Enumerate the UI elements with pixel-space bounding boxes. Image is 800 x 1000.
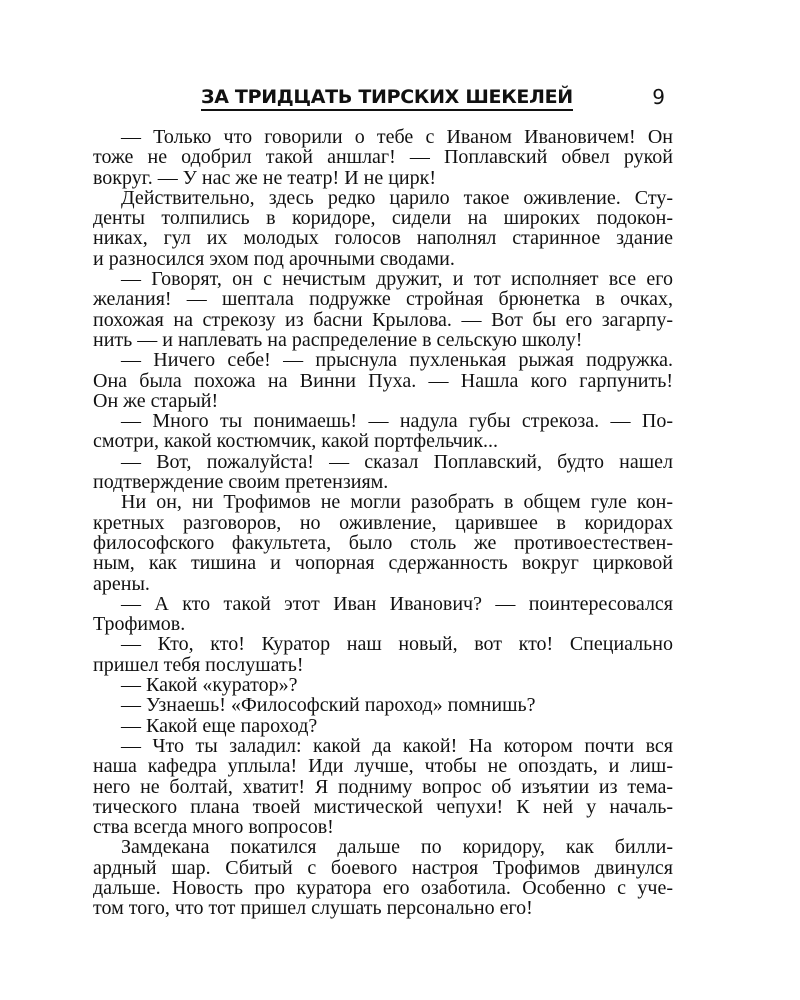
text-line: — Что ты заладил: какой да какой! На котором почти вся (121, 734, 673, 757)
text-line: наша кафедра уплыла! Иди лучше, чтобы не опоздать, и лиш- (93, 755, 673, 778)
text-line: тоже не одобрил такой аншлаг! — Поплавский обвел рукой (93, 146, 673, 169)
text-line: — Только что говорили о тебе с Иваном Ивановичем! Он (121, 126, 673, 148)
text-line: арены. (93, 572, 150, 595)
text-line: вокруг. — У нас же не театр! И не цирк! (93, 166, 437, 189)
text-line: ства всегда много вопросов! (93, 816, 334, 839)
text-line: пришел тебя послушать! (93, 653, 304, 676)
text-line: — Узнаешь! «Философский пароход» помнишь? (121, 694, 536, 717)
text-line: — Вот, пожалуйста! — сказал Поплавский, будто нашел (121, 450, 673, 473)
text-line: Действительно, здесь редко царило такое оживление. Сту- (121, 186, 673, 209)
text-line: — Ничего себе! — прыснула пухленькая рыжая подружка. (121, 349, 673, 372)
body-text (93, 127, 673, 919)
text-line: Она была похожа на Винни Пуха. — Нашла кого гарпунить! (93, 369, 673, 392)
text-line: дальше. Новость про куратора его озаботила. Особенно с уче- (93, 876, 673, 899)
text-line: никах, гул их молодых голосов наполнял старинное здание (93, 227, 673, 250)
running-title: ЗА ТРИДЦАТЬ ТИРСКИХ ШЕКЕЛЕЙ (201, 86, 573, 111)
text-line: нить — и наплевать на распределение в сельскую школу! (93, 328, 583, 351)
text-line: ардный шар. Сбитый с боевого настроя Трофимов двинулся (93, 856, 673, 879)
text-line: Трофимов. (93, 613, 186, 636)
text-line: денты толпились в коридоре, сидели на широких подокон- (93, 207, 673, 230)
text-line: Замдекана покатился дальше по коридору, как билли- (121, 836, 673, 859)
text-line: тического плана твоей мистической чепухи! К ней у началь- (93, 795, 673, 818)
page-number: 9 (652, 85, 665, 109)
text-line: том того, что тот пришел слушать персонально его! (93, 897, 533, 920)
text-line: ным, как тишина и чопорная сдержанность вокруг цирковой (93, 552, 673, 575)
text-line: него не болтай, хватит! Я подниму вопрос об изъятии из тема- (93, 775, 673, 798)
text-line: Ни он, ни Трофимов не могли разобрать в общем гуле кон- (121, 491, 673, 514)
text-line: философского факультета, было столь же противоестествен- (93, 531, 673, 554)
text-line: и разносился эхом под арочными сводами. (93, 247, 455, 270)
text-line: — Кто, кто! Куратор наш новый, вот кто! Специально (121, 633, 673, 656)
text-line: смотри, какой костюмчик, какой портфельчик... (93, 430, 499, 453)
text-line: Он же старый! (93, 389, 219, 412)
text-line: — Много ты понимаешь! — надула губы стрекоза. — По- (121, 410, 673, 433)
text-line: — Какой еще пароход? (121, 714, 318, 737)
text-line: похожая на стрекозу из басни Крылова. — Вот бы его загарпу- (93, 308, 673, 331)
text-line: — Говорят, он с нечистым дружит, и тот исполняет все его (121, 268, 673, 291)
text-line: — Какой «куратор»? (121, 674, 298, 697)
text-line: подтверждение своим претензиям. (93, 471, 389, 494)
text-line: желания! — шептала подружке стройная брюнетка в очках, (93, 288, 673, 311)
running-header (93, 86, 673, 112)
text-line: — А кто такой этот Иван Иванович? — поинтересовался (121, 592, 673, 615)
text-line: кретных разговоров, но оживление, царившее в коридорах (93, 511, 673, 534)
